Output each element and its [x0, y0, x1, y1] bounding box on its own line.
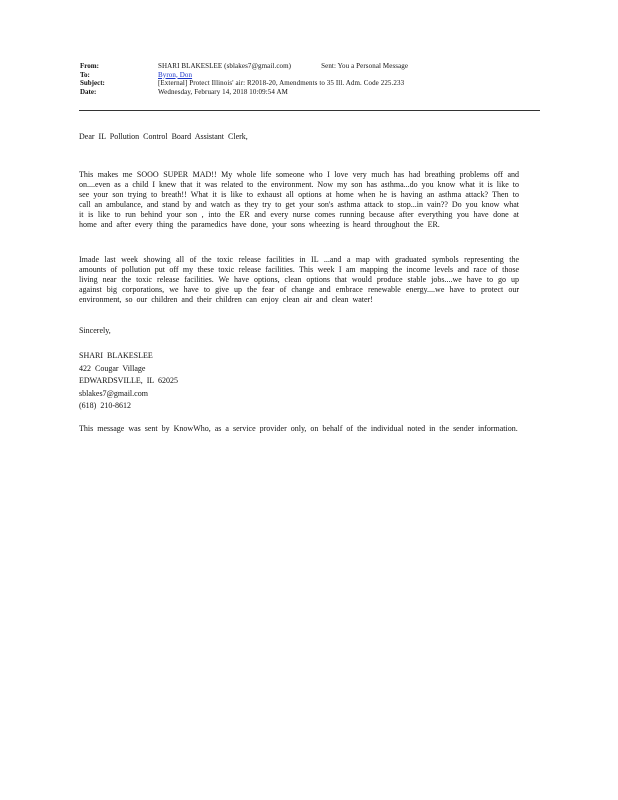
footer-note: This message was sent by KnowWho, as a service provider only, on behalf of the individual noted in the sender information.: [79, 424, 518, 433]
closing: Sincerely,: [79, 326, 111, 335]
subject-label: Subject:: [80, 79, 105, 87]
salutation: Dear IL Pollution Control Board Assistant Clerk,: [79, 132, 248, 141]
signature-name: SHARI BLAKESLEE: [79, 351, 153, 360]
subject-row: [80, 79, 540, 88]
from-row: [80, 62, 540, 71]
signature-address: 422 Cougar Village: [79, 363, 146, 373]
signature-block: [79, 350, 519, 413]
letter-paragraph-1: This makes me SOOO SUPER MAD!! My whole life someone who I love very much has had breathing problems off and on....even as a child I knew that it was related to the environment. Now my son has asthma...do you know what it is like to see your son trying to breath!! What it is like to exhaust all options at home when he is having an asthma attack? Then to call an ambulance, and stand by and watch as they try to get your son's asthma attack to stop...in vain?? Do you know what it is like to run behind your son , into the ER and every nurse comes running because after everything you have done at home and after every thing the paramedics have done, your sons wheezing is heard throughout the ER.: [79, 170, 520, 229]
signature-phone: (618) 210-8612: [79, 401, 131, 410]
sent-label: Sent: You a Personal Message: [321, 62, 409, 70]
date-label: Date:: [80, 87, 97, 96]
from-label: From:: [80, 62, 99, 70]
signature-email: sblakes7@gmail.com: [79, 388, 148, 398]
to-recipient-link[interactable]: Byron, Don: [158, 70, 193, 79]
email-header: [80, 62, 540, 96]
header-divider: [79, 110, 540, 111]
from-value: SHARI BLAKESLEE (sblakes7@gmail.com): [158, 62, 292, 70]
signature-city: EDWARDSVILLE, IL 62025: [79, 376, 179, 385]
date-row: [80, 88, 540, 97]
to-label: To:: [80, 70, 90, 79]
date-value: Wednesday, February 14, 2018 10:09:54 AM: [158, 87, 288, 96]
letter-paragraph-2: Imade last week showing all of the toxic release facilities in IL ...and a map with graduated symbols representing the amounts of pollution put off my these toxic release facilities. This week I am mapping the income levels and race of those living near the toxic release facilities. We have options, clean options that would produce stable jobs....we have to go up against big corporations, we have to give up the fear of change and embrace renewable energy....we have to protect our environment, so our children and their children can enjoy clean air and clean water!: [79, 255, 519, 304]
to-row: [80, 71, 540, 80]
subject-value: [External] Protect Illinois' air: R2018-20, Amendments to 35 Ill. Adm. Code 225.233: [158, 79, 405, 87]
